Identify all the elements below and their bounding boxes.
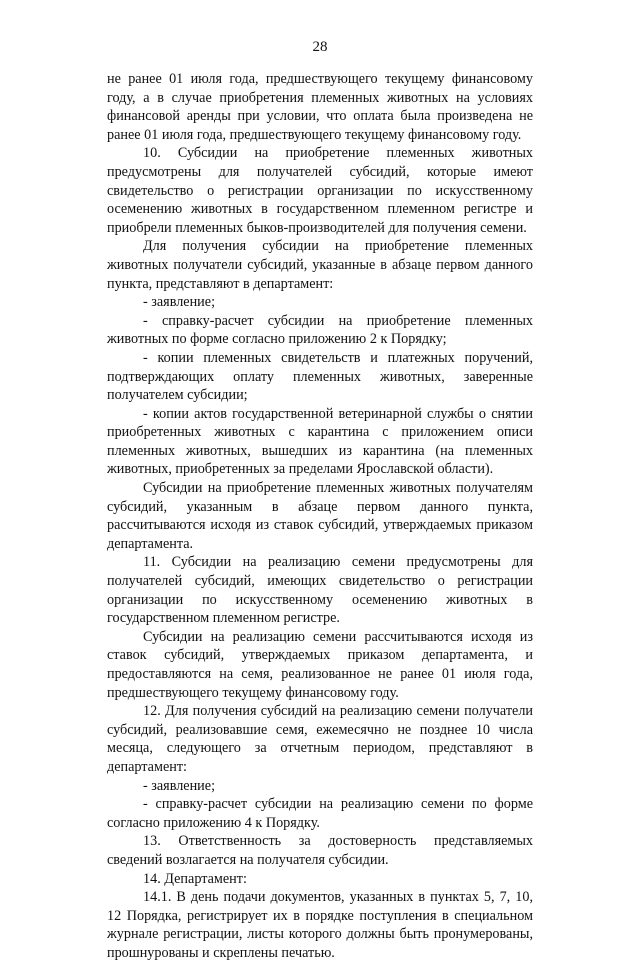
paragraph-requirements-10: Для получения субсидии на приобретение племенных животных получатели субсидий, указанные в абзаце первом данного пункта, представляют в департамент: (107, 238, 533, 292)
document-body (107, 70, 533, 963)
list-item-application-2: - заявление; (143, 777, 216, 794)
paragraph-semen-subsidy: Субсидии на реализацию семени рассчитываются исходя из ставок субсидий, утверждаемых приказом департамента, и предоставляются на семя, реализованное не ранее 01 июля года, предшествующего текущему финансовому году. (107, 628, 533, 701)
paragraph-item-12: 12. Для получения субсидий на реализацию семени получатели субсидий, реализовавшие семя, ежемесячно не позднее 10 числа месяца, следующего за отчетным периодом, представляют в департамент: (107, 703, 533, 775)
page-number: 28 (312, 39, 328, 55)
list-item-certificates: - копии племенных свидетельств и платежных поручений, подтверждающих оплату племенных животных, заверенные получателем субсидии; (107, 349, 533, 404)
list-item-application: - заявление; (143, 294, 216, 311)
list-item-vet-acts: - копии актов государственной ветеринарной службы о снятии приобретенных животных с карантина с приложением описи племенных животных, вышедших из карантина (на племенных животных, приобретенных за пределами Ярославской области). (107, 405, 533, 478)
paragraph-item-14: 14. Департамент: (143, 870, 247, 887)
paragraph-item-13: 13. Ответственность за достоверность представляемых сведений возлагается на получателя субсидии. (107, 833, 533, 868)
paragraph-item-14-1: 14.1. В день подачи документов, указанных в пунктах 5, 7, 10, 12 Порядка, регистрирует их в порядке поступления в специальном журнале регистрации, листы которого должны быть пронумерованы, прошнурованы и скреплены печатью. (107, 889, 533, 961)
list-item-calculation: - справку-расчет субсидии на приобретение племенных животных по форме согласно приложению 2 к Порядку; (107, 312, 533, 348)
paragraph-item-11: 11. Субсидии на реализацию семени предусмотрены для получателей субсидий, имеющих свидетельство о регистрации организации по искусственному осеменению животных в государственном племенном регистре. (107, 554, 533, 627)
paragraph-subsidy-calculation: Субсидии на приобретение племенных животных получателям субсидий, указанным в абзаце первом данного пункта, рассчитываются исходя из ставок субсидий, утверждаемых приказом департамента. (107, 480, 533, 552)
paragraph-item-10: 10. Субсидии на приобретение племенных животных предусмотрены для получателей субсидий, которые имеют свидетельство о регистрации организации по искусственному осеменению животных в государственном племенном регистре и приобрели племенных быков-производителей для получения семени. (107, 145, 533, 236)
list-item-semen-calculation: - справку-расчет субсидии на реализацию семени по форме согласно приложению 4 к Порядку. (107, 796, 533, 831)
paragraph-continuation: не ранее 01 июля года, предшествующего текущему финансовому году, а в случае приобретения племенных животных на условиях финансовой аренды при условии, что оплата была произведена не ранее 01 июля года, предшествующего текущему финансовому году. (107, 71, 533, 143)
